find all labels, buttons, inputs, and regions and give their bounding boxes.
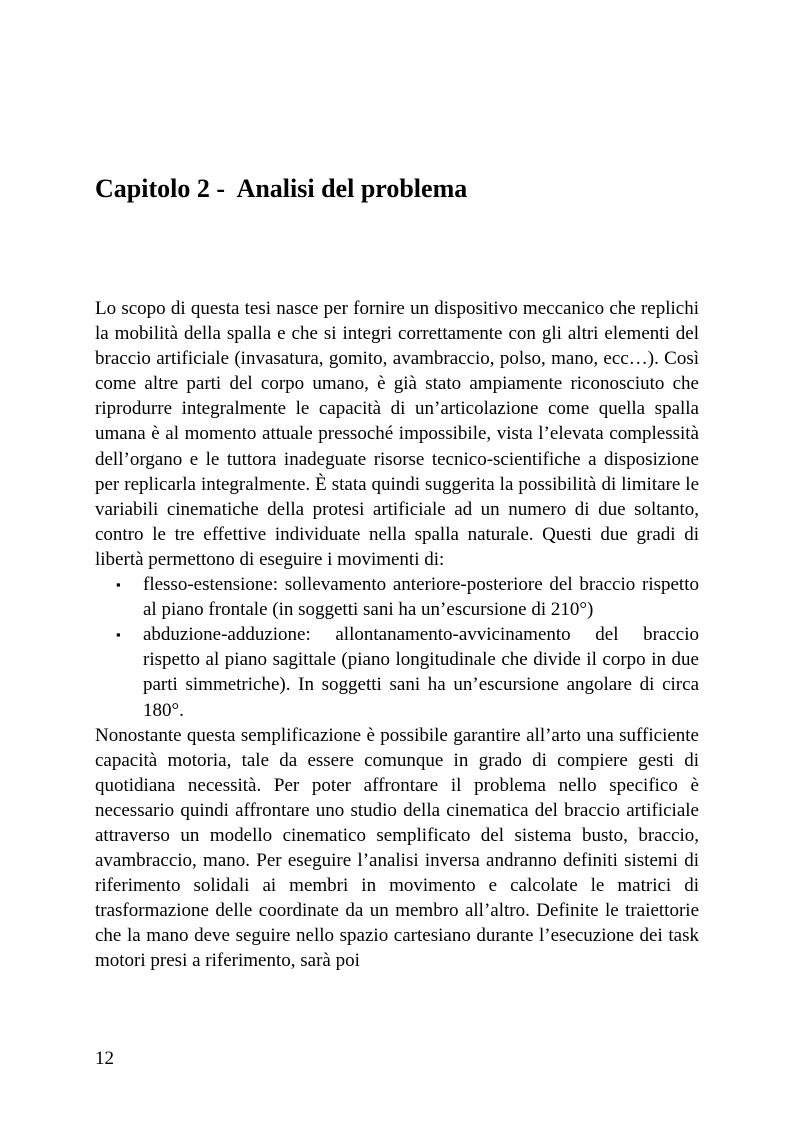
list-item-text: flesso-estensione: sollevamento anteriore-posteriore del braccio rispetto al piano frontale (in soggetti sani ha un’escursione di 210°) <box>143 574 699 621</box>
body-text <box>95 296 699 974</box>
square-bullet-icon: ▪ <box>116 627 121 643</box>
paragraph-analysis: Nonostante questa semplificazione è possibile garantire all’arto una sufficiente capacità motoria, tale da essere comunque in grado di compiere gesti di quotidiana necessità. Per poter affrontare il problema nello specifico è necessario quindi affrontare uno studio della cinematica del braccio artificiale attraverso un modello cinematico semplificato del sistema busto, braccio, avambraccio, mano. Per eseguire l’analisi inversa andranno definiti sistemi di riferimento solidali ai membri in movimento e calcolate le matrici di trasformazione delle coordinate da un membro all’altro. Definite le traiettorie che la mano deve seguire nello spazio cartesiano durante l’esecuzione dei task motori presi a riferimento, sarà poi <box>95 724 699 972</box>
chapter-title: Capitolo 2 - Analisi del problema <box>95 174 468 203</box>
page-number: 12 <box>95 1048 114 1069</box>
list-item-text: abduzione-adduzione: allontanamento-avvicinamento del braccio rispetto al piano sagittale (piano longitudinale che divide il corpo in due parti simmetriche). In soggetti sani ha un’escursione angolare di circa 180°. <box>143 624 699 721</box>
list-item <box>116 572 699 622</box>
movement-list <box>95 572 699 723</box>
square-bullet-icon: ▪ <box>116 577 121 593</box>
list-item <box>116 622 699 722</box>
paragraph-intro: Lo scopo di questa tesi nasce per fornire un dispositivo meccanico che replichi la mobilità della spalla e che si integri correttamente con gli altri elementi del braccio artificiale (invasatura, gomito, avambraccio, polso, mano, ecc…). Così come altre parti del corpo umano, è già stato ampiamente riconosciuto che riprodurre integralmente le capacità di un’articolazione come quella spalla umana è al momento attuale pressoché impossibile, vista l’elevata complessità dell’organo e le tuttora inadeguate risorse tecnico-scientifiche a disposizione per replicarla integralmente. È stata quindi suggerita la possibilità di limitare le variabili cinematiche della protesi artificiale ad un numero di due soltanto, contro le tre effettive individuate nella spalla naturale. Questi due gradi di libertà permettono di eseguire i movimenti di: <box>95 298 699 570</box>
